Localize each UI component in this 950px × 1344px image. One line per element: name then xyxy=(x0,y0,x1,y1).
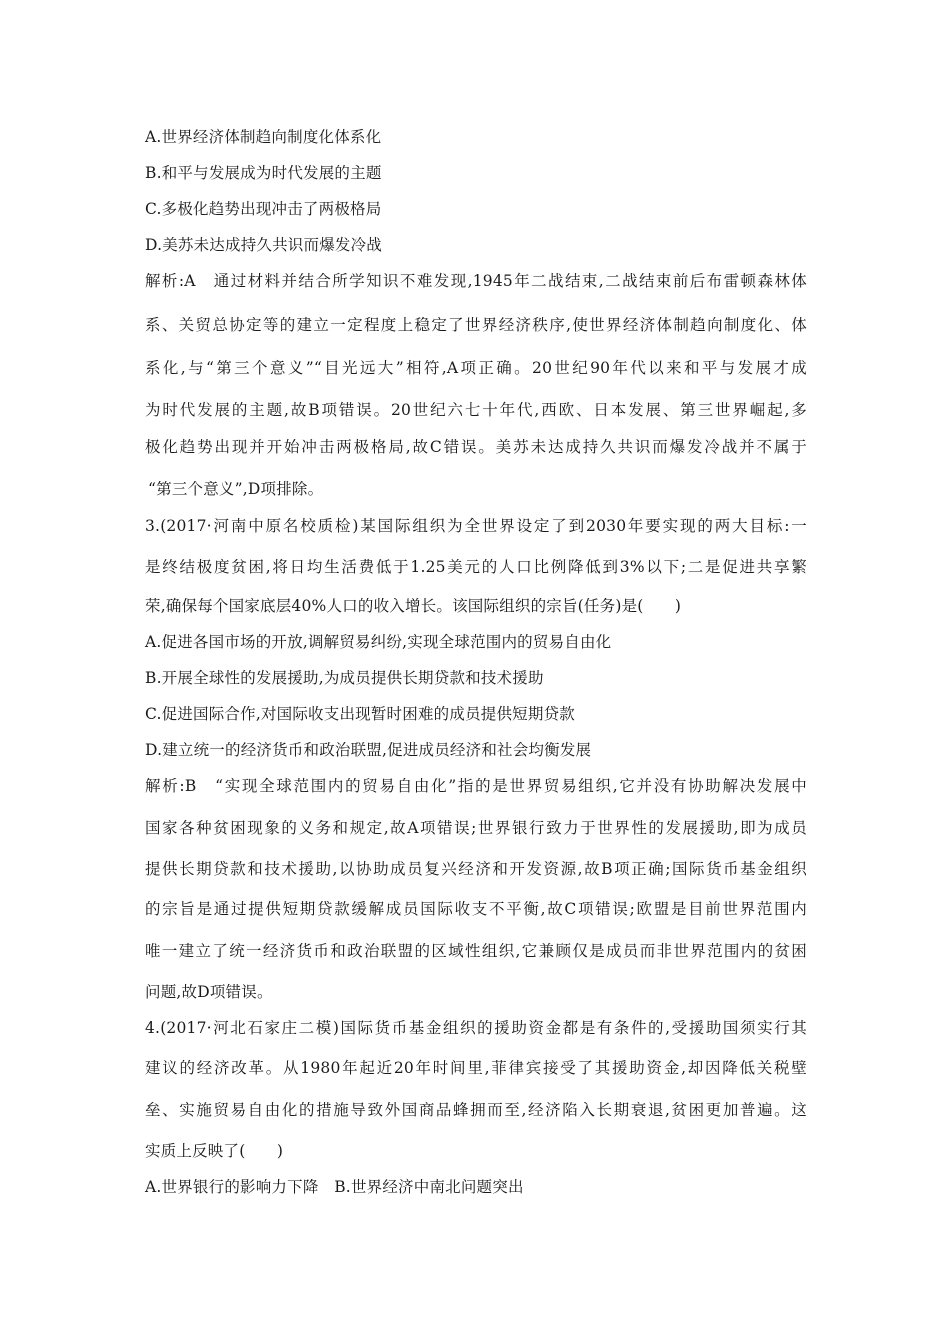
q4-stem-line: 建议的经济改革。从1980年起近20年时间里,菲律宾接受了其援助资金,却因降低关税壁 xyxy=(145,1059,807,1077)
q3-analysis-line: 解析:B “实现全球范围内的贸易自由化”指的是世界贸易组织,它并没有协助解决发展中 xyxy=(145,777,807,795)
q2-analysis-line: 系化,与“第三个意义”“目光远大”相符,A项正确。20世纪90年代以来和平与发展才成 xyxy=(145,359,807,377)
q3-stem-line: 3.(2017·河南中原名校质检)某国际组织为全世界设定了到2030年要实现的两大目标:一 xyxy=(145,517,807,535)
q2-option-d: D.美苏未达成持久共识而爆发冷战 xyxy=(145,236,383,254)
q3-option-b: B.开展全球性的发展援助,为成员提供长期贷款和技术援助 xyxy=(145,669,544,687)
q3-option-d: D.建立统一的经济货币和政治联盟,促进成员经济和社会均衡发展 xyxy=(145,741,592,759)
q3-analysis-line: 问题,故D项错误。 xyxy=(145,983,273,1001)
q3-analysis-line: 国家各种贫困现象的义务和规定,故A项错误;世界银行致力于世界性的发展援助,即为成员 xyxy=(145,819,807,837)
q4-stem-line: 实质上反映了( ) xyxy=(145,1142,284,1160)
q3-stem-line: 荣,确保每个国家底层40%人口的收入增长。该国际组织的宗旨(任务)是( ) xyxy=(145,597,682,615)
q4-stem-line: 4.(2017·河北石家庄二模)国际货币基金组织的援助资金都是有条件的,受援助国须实行其 xyxy=(145,1019,807,1037)
q3-stem-line: 是终结极度贫困,将日均生活费低于1.25美元的人口比例降低到3%以下;二是促进共享繁 xyxy=(145,558,807,576)
q3-analysis-line: 的宗旨是通过提供短期贷款缓解成员国际收支不平衡,故C项错误;欧盟是目前世界范围内 xyxy=(145,900,807,918)
q2-analysis-line: “第三个意义”,D项排除。 xyxy=(148,480,324,498)
q2-analysis-line: 系、关贸总协定等的建立一定程度上稳定了世界经济秩序,使世界经济体制趋向制度化、体 xyxy=(145,316,807,334)
q3-analysis-line: 唯一建立了统一经济货币和政治联盟的区域性组织,它兼顾仅是成员而非世界范围内的贫困 xyxy=(145,942,807,960)
q3-option-a: A.促进各国市场的开放,调解贸易纠纷,实现全球范围内的贸易自由化 xyxy=(145,633,612,651)
q2-option-b: B.和平与发展成为时代发展的主题 xyxy=(145,164,382,182)
q4-stem-line: 垒、实施贸易自由化的措施导致外国商品蜂拥而至,经济陷入长期衰退,贫困更加普遍。这 xyxy=(145,1101,807,1119)
q2-option-a: A.世界经济体制趋向制度化体系化 xyxy=(145,128,382,146)
q2-analysis-line: 为时代发展的主题,故B项错误。20世纪六七十年代,西欧、日本发展、第三世界崛起,多 xyxy=(145,401,807,419)
q2-analysis-line: 解析:A 通过材料并结合所学知识不难发现,1945年二战结束,二战结束前后布雷顿森林体 xyxy=(145,272,807,290)
q3-analysis-line: 提供长期贷款和技术援助,以协助成员复兴经济和开发资源,故B项正确;国际货币基金组织 xyxy=(145,860,807,878)
q2-analysis-line: 极化趋势出现并开始冲击两极格局,故C错误。美苏未达成持久共识而爆发冷战并不属于 xyxy=(145,438,807,456)
q4-options-line: A.世界银行的影响力下降 B.世界经济中南北问题突出 xyxy=(145,1178,524,1196)
q3-option-c: C.促进国际合作,对国际收支出现暂时困难的成员提供短期贷款 xyxy=(145,705,575,723)
q2-option-c: C.多极化趋势出现冲击了两极格局 xyxy=(145,200,382,218)
